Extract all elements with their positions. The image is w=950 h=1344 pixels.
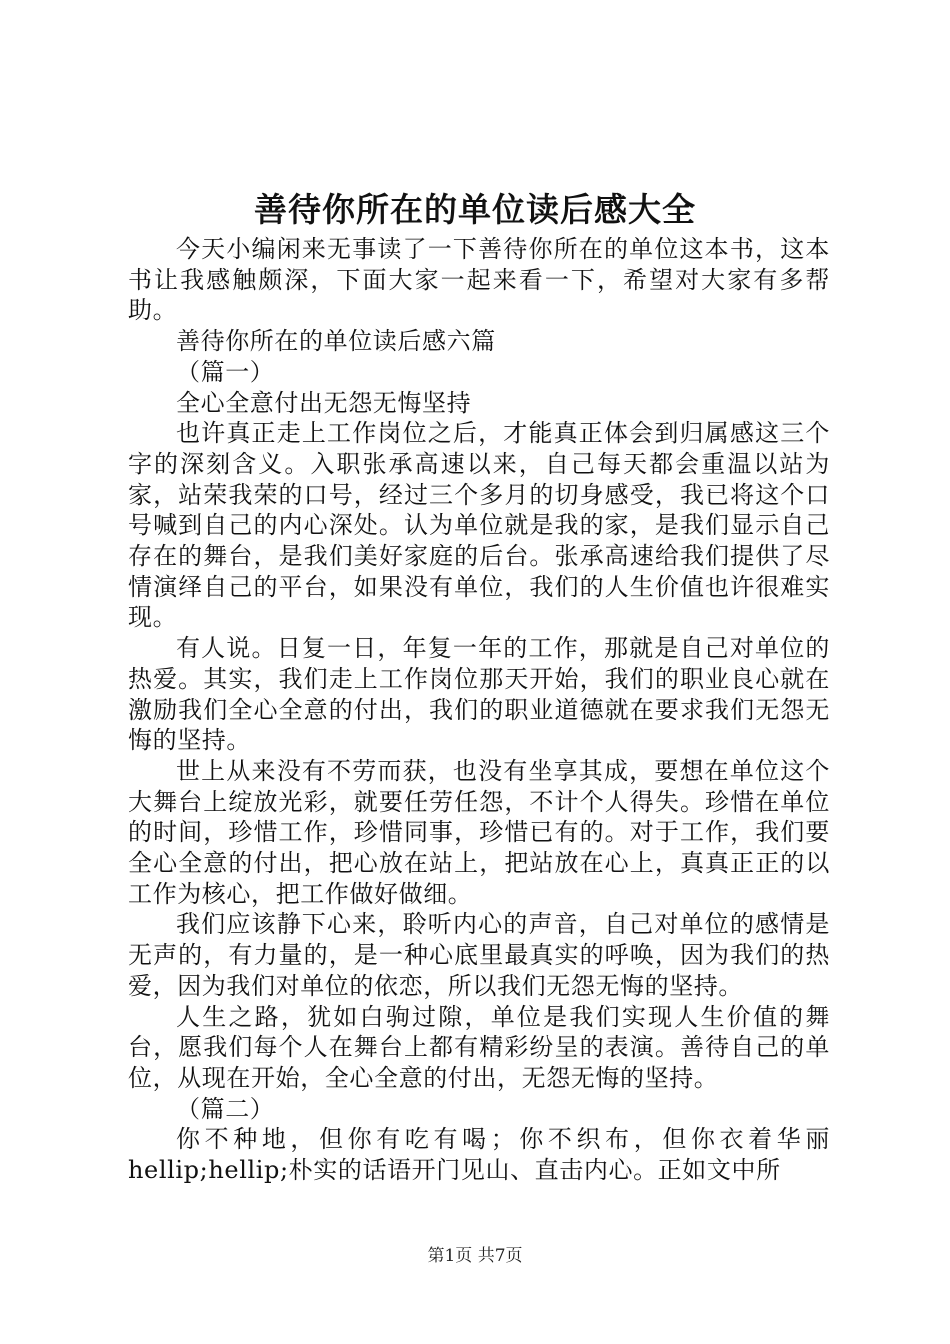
body-paragraph: 有人说。日复一日，年复一年的工作，那就是自己对单位的热爱。其实，我们走上工作岗位那天开始，我们的职业良心就在激励我们全心全意的付出，我们的职业道德就在要求我们无怨无悔的坚持。 (128, 634, 830, 755)
chapter-label: （篇一） (176, 357, 275, 386)
body-paragraph: 我们应该静下心来，聆听内心的声音，自己对单位的感情是无声的，有力量的，是一种心底里最真实的呼唤，因为我们的热爱，因为我们对单位的依恋，所以我们无怨无悔的坚持。 (128, 910, 830, 1000)
body-paragraph: 世上从来没有不劳而获，也没有坐享其成，要想在单位这个大舞台上绽放光彩，就要任劳任怨，不计个人得失。珍惜在单位的时间，珍惜工作，珍惜同事，珍惜已有的。对于工作，我们要全心全意的付出，把心放在站上，把站放在心上，真真正正的以工作为核心，把工作做好做细。 (128, 756, 830, 908)
document-body (128, 234, 830, 1186)
section-heading: 善待你所在的单位读后感六篇 (176, 327, 496, 356)
body-paragraph: 也许真正走上工作岗位之后，才能真正体会到归属感这三个字的深刻含义。入职张承高速以来，自己每天都会重温以站为家，站荣我荣的口号，经过三个多月的切身感受，我已将这个口号喊到自己的内心深处。认为单位就是我的家，是我们显示自己存在的舞台，是我们美好家庭的后台。张承高速给我们提供了尽情演绎自己的平台，如果没有单位，我们的人生价值也许很难实现。 (128, 419, 830, 632)
body-paragraph: 人生之路，犹如白驹过隙，单位是我们实现人生价值的舞台，愿我们每个人在舞台上都有精彩纷呈的表演。善待自己的单位，从现在开始，全心全意的付出，无怨无悔的坚持。 (128, 1002, 830, 1092)
body-paragraph: 你不种地，但你有吃有喝；你不织布，但你衣着华丽hellip;hellip;朴实的话语开门见山、直击内心。正如文中所 (128, 1125, 830, 1185)
chapter-label: （篇二） (176, 1094, 275, 1123)
intro-paragraph: 今天小编闲来无事读了一下善待你所在的单位这本书，这本书让我感触颇深，下面大家一起来看一下，希望对大家有多帮助。 (128, 235, 830, 325)
chapter-subtitle: 全心全意付出无怨无悔坚持 (176, 388, 472, 417)
page-number-footer: 第1页 共7页 (427, 1246, 523, 1266)
document-title: 善待你所在的单位读后感大全 (254, 190, 696, 229)
